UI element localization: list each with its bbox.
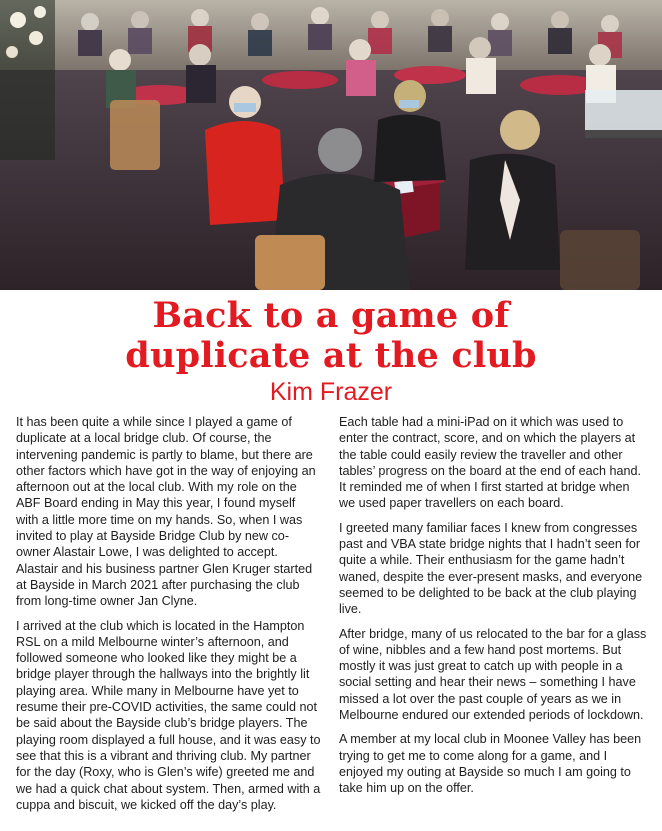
body-paragraph: I greeted many familiar faces I knew from congresses past and VBA state bridge nights that I hadn’t seen for quite a while. Their enthusiasm for the game hadn’t waned, despite the ever-present masks, and everyone seemed to be delighted to be back at the club playing live. <box>339 520 643 617</box>
body-paragraph: I arrived at the club which is located in the Hampton RSL on a mild Melbourne winter’s afternoon, and followed someone who looked like they might be a bridge player through the hallways into the brightly lit playing area. While many in Melbourne have yet to resume their pre-COVID activities, the same could not be said about the Bayside club’s bridge players. The playing room displayed a full house, and it was easy to see that this is a vibrant and thriving club. My partner for the day (Roxy, who is Glen’s wife) greeted me and we had a quick chat about system. Then, armed with a cuppa and biscuit, we kicked off the day’s play. <box>16 618 321 812</box>
article-column-left <box>16 414 321 813</box>
article-headline <box>0 296 662 376</box>
body-paragraph: Each table had a mini-iPad on it which was used to enter the contract, score, and on which the players at the table could easily review the traveller and other tables’ progress on the board at the end of each hand. It reminded me of when I first started at bridge when we used paper travellers on each board. <box>339 415 641 511</box>
headline-line-2: duplicate at the club <box>125 335 537 376</box>
body-paragraph: It has been quite a while since I played a game of duplicate at a local bridge club. Of course, the intervening pandemic is partly to blame, but there are other factors which have got in the way of enjoying an afternoon out at the local club. With my role on the ABF Board ending in May this year, I found myself with a little more time on my hands. So, when I was invited to play at Bayside Bridge Club by new co-owner Alastair Lowe, I was delighted to accept. Alastair and his business partner Glen Kruger started at Bayside in March 2021 after purchasing the club from long-time owner Jan Clyne. <box>16 415 316 609</box>
body-paragraph: A member at my local club in Moonee Valley has been trying to get me to come along for a game, and I enjoyed my outing at Bayside so much I am going to take him up on the offer. <box>339 732 642 796</box>
author-byline: Kim Frazer <box>269 378 393 406</box>
headline-line-1: Back to a game of <box>152 295 510 336</box>
body-paragraph: After bridge, many of us relocated to the bar for a glass of wine, nibbles and a few hand post mortems. But mostly it was just great to catch up with people in a social setting and hear their news – something I have missed a lot over the past couple of years as we in Melbourne endured our extended periods of lockdown. <box>339 626 647 723</box>
playing-room-illustration <box>0 0 662 290</box>
article-column-right <box>339 414 648 797</box>
bridge-club-photo <box>0 0 662 290</box>
